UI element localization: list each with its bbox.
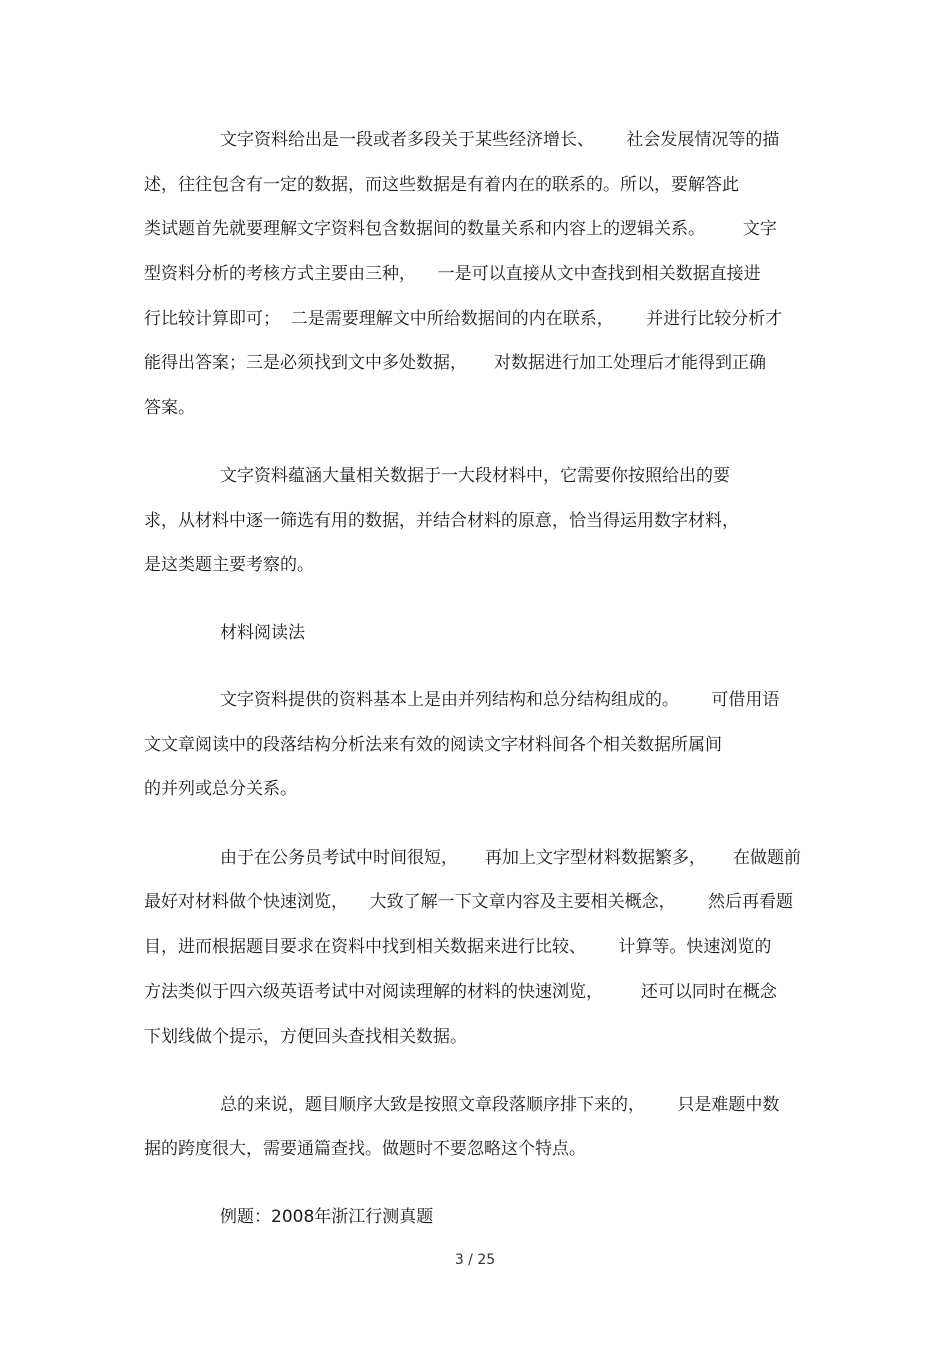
paragraph-5-line-5: 下划线做个提示，方便回头查找相关数据。 — [144, 1027, 467, 1047]
paragraph-5-line-3: 目，进而根据题目要求在资料中找到相关数据来进行比较、 计算等。快速浏览的 — [144, 937, 772, 957]
paragraph-2-line-2: 求，从材料中逐一筛选有用的数据，并结合材料的原意，恰当得运用数字材料， — [144, 511, 739, 531]
paragraph-5-line-1: 由于在公务员考试中时间很短， 再加上文字型材料数据繁多， 在做题前 — [220, 848, 802, 868]
paragraph-2-line-3: 是这类题主要考察的。 — [144, 555, 314, 575]
page-number: 3 / 25 — [454, 1252, 496, 1268]
section-heading: 材料阅读法 — [220, 623, 305, 643]
paragraph-2-line-1: 文字资料蕴涵大量相关数据于一大段材料中，它需要你按照给出的要 — [220, 466, 730, 486]
paragraph-6-line-2: 据的跨度很大，需要通篇查找。做题时不要忽略这个特点。 — [144, 1139, 586, 1159]
paragraph-5-line-2: 最好对材料做个快速浏览， 大致了解一下文章内容及主要相关概念， 然后再看题 — [144, 892, 794, 912]
paragraph-1-line-1: 文字资料给出是一段或者多段关于某些经济增长、 社会发展情况等的描 — [220, 130, 780, 150]
paragraph-1-line-2: 述，往往包含有一定的数据，而这些数据是有着内在的联系的。所以，要解答此 — [144, 175, 739, 195]
paragraph-1-line-7: 答案。 — [144, 398, 195, 418]
example-label: 例题：2008年浙江行测真题 — [220, 1207, 434, 1227]
paragraph-1-line-4: 型资料分析的考核方式主要由三种， 一是可以直接从文中查找到相关数据直接进 — [144, 264, 761, 284]
paragraph-4-line-2: 文文章阅读中的段落结构分析法来有效的阅读文字材料间各个相关数据所属间 — [144, 735, 722, 755]
paragraph-4-line-3: 的并列或总分关系。 — [144, 779, 297, 799]
paragraph-6-line-1: 总的来说，题目顺序大致是按照文章段落顺序排下来的， 只是难题中数 — [220, 1095, 780, 1115]
paragraph-5-line-4: 方法类似于四六级英语考试中对阅读理解的材料的快速浏览， 还可以同时在概念 — [144, 982, 777, 1002]
paragraph-1-line-6: 能得出答案；三是必须找到文中多处数据， 对数据进行加工处理后才能得到正确 — [144, 353, 767, 373]
paragraph-1-line-3: 类试题首先就要理解文字资料包含数据间的数量关系和内容上的逻辑关系。 文字 — [144, 219, 777, 239]
paragraph-4-line-1: 文字资料提供的资料基本上是由并列结构和总分结构组成的。 可借用语 — [220, 690, 780, 710]
paragraph-1-line-5: 行比较计算即可； 二是需要理解文中所给数据间的内在联系， 并进行比较分析才 — [144, 309, 783, 329]
